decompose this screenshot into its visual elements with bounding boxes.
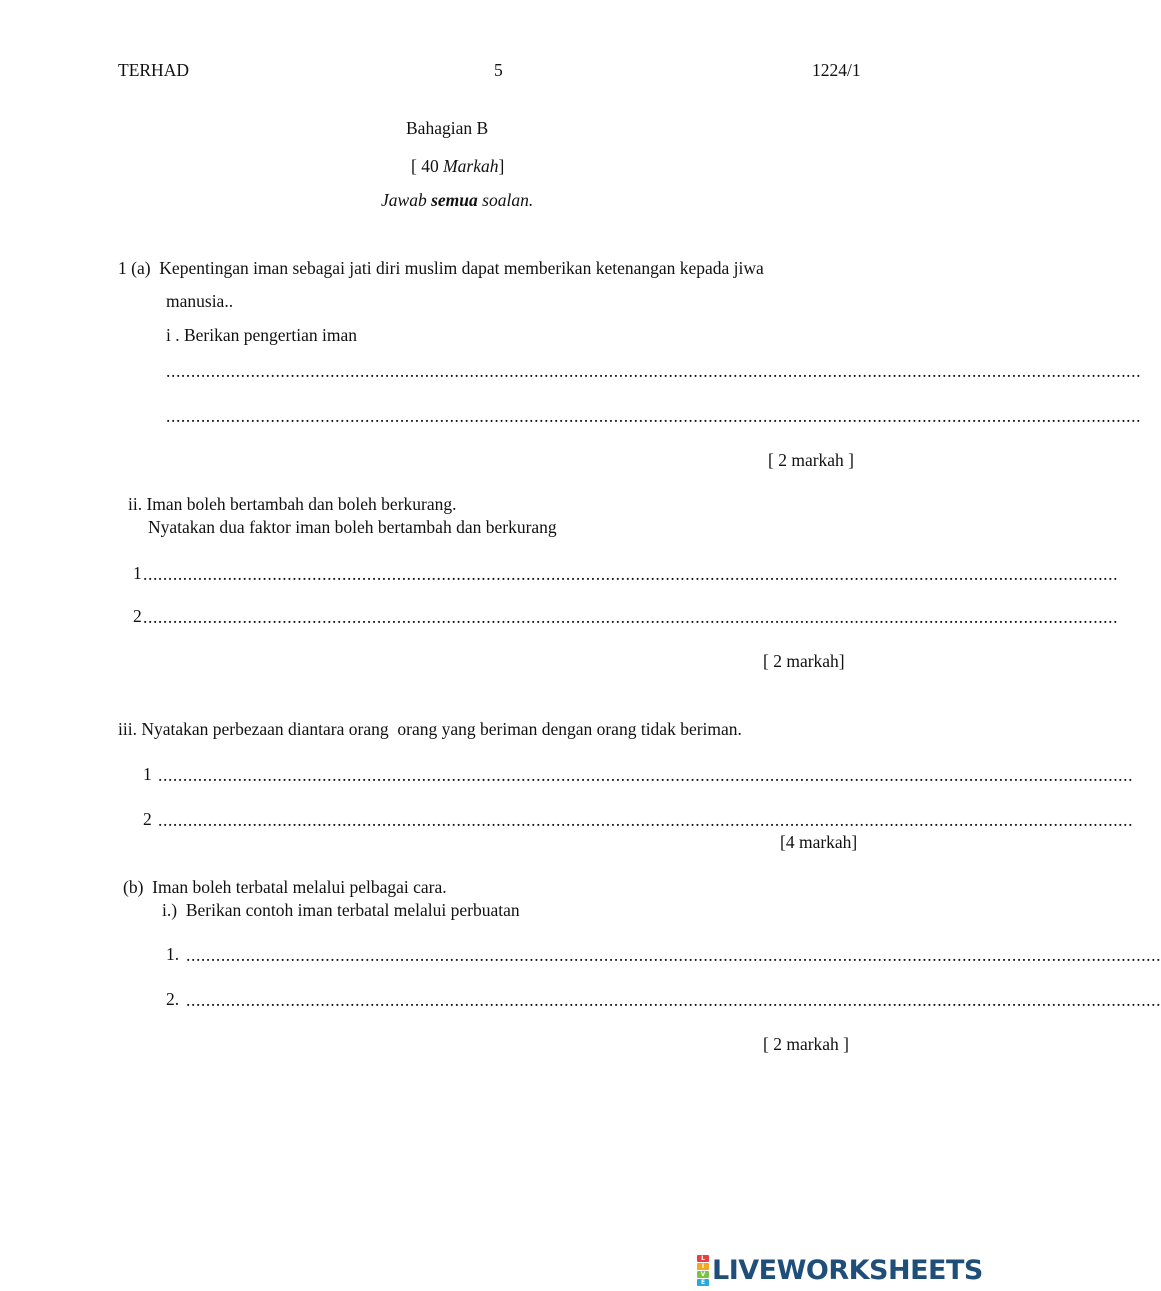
answer-line-iii-1[interactable]: .................................................................................................................................................................................................... (158, 765, 1134, 785)
section-marks-word: Markah (443, 156, 499, 176)
header-classification: TERHAD (118, 60, 189, 80)
liveworksheets-logo[interactable] (697, 1255, 983, 1285)
instruction-part-2: soalan. (477, 190, 534, 210)
q1b-stem: (b) Iman boleh terbatal melalui pelbagai cara. (123, 877, 447, 897)
logo-block-v: V (697, 1271, 709, 1278)
marks-b: [ 2 markah ] (763, 1034, 850, 1054)
q1a-sub-ii-line2: Nyatakan dua faktor iman boleh bertambah dan berkurang (148, 517, 557, 537)
q1a-sub-iii: iii. Nyatakan perbezaan diantara orang orang yang beriman dengan orang tidak beriman. (118, 719, 742, 739)
answer-line-b-2[interactable]: .................................................................................................................................................................................................... (186, 990, 1161, 1010)
section-instruction (381, 192, 533, 210)
answer-iii-2-number: 2 (143, 809, 157, 829)
answer-line-i-1[interactable]: .................................................................................................................................................................................................... (166, 361, 1142, 381)
q1a-stem-line1: 1 (a) Kepentingan iman sebagai jati diri muslim dapat memberikan ketenangan kepada jiwa (118, 258, 764, 278)
logo-block-l: L (697, 1255, 709, 1262)
logo-blocks-icon (697, 1255, 709, 1286)
marks-ii: [ 2 markah] (763, 651, 845, 671)
q1b-sub-i: i.) Berikan contoh iman terbatal melalui perbuatan (162, 900, 520, 920)
answer-line-ii-2[interactable]: .................................................................................................................................................................................................... (143, 607, 1119, 627)
section-title: Bahagian B (406, 118, 489, 138)
answer-line-i-2[interactable]: .................................................................................................................................................................................................... (166, 406, 1142, 426)
marks-iii: [4 markah] (780, 832, 858, 852)
answer-b-2-number: 2. (166, 989, 184, 1009)
section-marks (411, 158, 504, 176)
logo-block-i: I (697, 1263, 709, 1270)
section-marks-open: [ 40 (411, 156, 444, 176)
instruction-bold: semua (431, 190, 478, 210)
answer-b-1-number: 1. (166, 944, 184, 964)
answer-line-b-1[interactable]: .................................................................................................................................................................................................... (186, 945, 1161, 965)
paper-code: 1224/1 (812, 60, 861, 80)
q1a-sub-i: i . Berikan pengertian iman (166, 325, 357, 345)
logo-text: LIVEWORKSHEETS (712, 1254, 983, 1286)
answer-ii-1-number: 1 (133, 563, 142, 583)
answer-ii-2-number: 2 (133, 606, 142, 626)
logo-block-e: E (697, 1279, 709, 1286)
answer-line-ii-1[interactable]: .................................................................................................................................................................................................... (143, 564, 1119, 584)
q1a-stem-line2: manusia.. (166, 291, 234, 311)
answer-iii-1-number: 1 (143, 764, 157, 784)
page-number: 5 (494, 60, 503, 80)
marks-i: [ 2 markah ] (768, 450, 855, 470)
section-marks-close: ] (498, 156, 505, 176)
q1a-sub-ii-line1: ii. Iman boleh bertambah dan boleh berkurang. (128, 494, 457, 514)
instruction-part-1: Jawab (381, 190, 432, 210)
answer-line-iii-2[interactable]: .................................................................................................................................................................................................... (158, 810, 1134, 830)
